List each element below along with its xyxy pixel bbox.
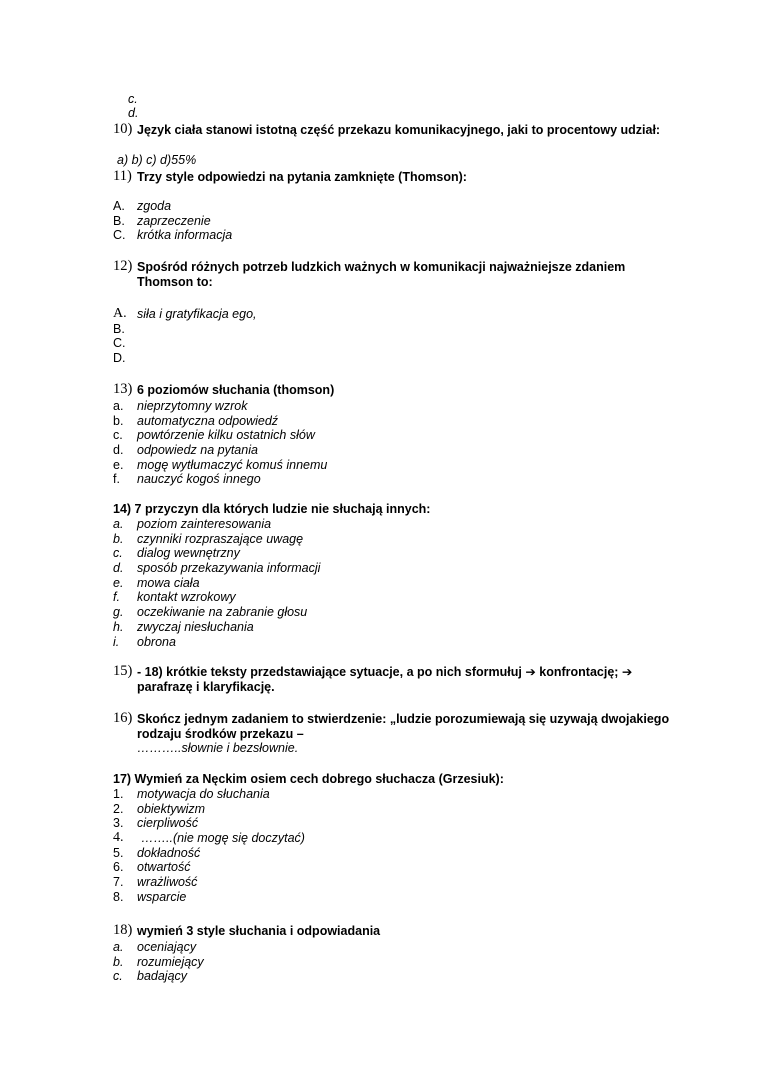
question-18	[113, 924, 673, 939]
list-item-text: dokładność	[137, 845, 201, 860]
list-marker: D.	[113, 351, 126, 366]
question-text: - 18) krótkie teksty przedstawiające sytuacje, a po nich sformułuj ➔ konfrontację; ➔ parafrazę i klaryfikację.	[137, 665, 633, 694]
list-item-text: mowa ciała	[137, 575, 200, 590]
list-item-text: czynniki rozpraszające uwagę	[137, 531, 304, 546]
list-item	[113, 517, 673, 532]
list-item-text: rozumiejący	[137, 954, 204, 969]
list-item	[113, 399, 673, 414]
list-item	[113, 620, 673, 635]
list-item-text: cierpliwość	[137, 816, 199, 831]
list-marker: A.	[113, 199, 125, 213]
list-marker: B.	[113, 213, 125, 228]
list-marker: 2.	[113, 801, 124, 816]
list-marker: a.	[113, 940, 124, 954]
list-item	[113, 414, 673, 429]
list-marker: 1.	[113, 787, 124, 801]
question-text: Język ciała stanowi istotną część przekazu komunikacyjnego, jaki to procentowy udział:	[137, 123, 661, 137]
list-item-text: zwyczaj niesłuchania	[137, 619, 254, 634]
list-item	[113, 546, 673, 561]
list-item	[113, 816, 673, 831]
list-item	[113, 336, 673, 351]
list-item-text: krótka informacja	[137, 228, 233, 243]
list-item	[113, 860, 673, 875]
list-marker: c.	[113, 546, 123, 561]
list-item-text: nieprzytomny wzrok	[137, 399, 248, 413]
question-number: 13)	[113, 381, 133, 397]
list-marker: 7.	[113, 875, 124, 890]
answer-list	[113, 940, 673, 984]
question-number: 10)	[113, 121, 133, 137]
list-marker: 8.	[113, 889, 124, 904]
question-text: Trzy style odpowiedzi na pytania zamknięte (Thomson):	[137, 170, 467, 184]
question-12	[113, 260, 673, 289]
question-text: Spośród różnych potrzeb ludzkich ważnych w komunikacji najważniejsze zdaniem Thomson to:	[137, 260, 626, 289]
list-item-text: ……..(nie mogę się doczytać)	[141, 831, 305, 846]
list-item-text: automatyczna odpowiedź	[137, 413, 279, 428]
list-marker: b.	[113, 954, 124, 969]
question-10	[113, 123, 673, 138]
list-marker: 4.	[113, 830, 124, 846]
list-marker: B.	[113, 321, 125, 336]
list-item-text: motywacja do słuchania	[137, 787, 270, 801]
list-item	[113, 322, 673, 337]
list-item-text: nauczyć kogoś innego	[137, 472, 261, 487]
list-item-text: zaprzeczenie	[137, 213, 211, 228]
answer-list	[113, 307, 673, 366]
list-item	[113, 605, 673, 620]
list-item	[113, 635, 673, 650]
question-text: Skończ jednym zadaniem to stwierdzenie: „ludzie porozumiewają się uzywają dwojakiego rodzaju środków przekazu –	[137, 712, 670, 741]
list-marker: c.	[128, 92, 138, 106]
question-text: 6 poziomów słuchania (thomson)	[137, 383, 335, 397]
list-marker: C.	[113, 336, 126, 351]
list-marker: 3.	[113, 816, 124, 831]
answer-list	[113, 517, 673, 649]
list-item	[113, 532, 673, 547]
list-item-text: oczekiwanie na zabranie głosu	[137, 605, 308, 620]
list-item	[113, 846, 673, 861]
list-item-text: sposób przekazywania informacji	[137, 561, 321, 576]
question-17-heading: 17) Wymień za Nęckim osiem cech dobrego słuchacza (Grzesiuk):	[113, 772, 504, 786]
list-marker: d.	[113, 561, 124, 576]
list-marker: A.	[113, 306, 127, 321]
list-marker: b.	[113, 531, 124, 546]
question-number: 16)	[113, 710, 133, 726]
question-11	[113, 170, 673, 185]
list-item-text: siła i gratyfikacja ego,	[137, 307, 257, 321]
answer-line: a) b) c) d)55%	[117, 153, 197, 167]
question-number: 15)	[113, 663, 133, 679]
question-number: 18)	[113, 922, 133, 938]
list-marker: 6.	[113, 860, 124, 875]
answer-list	[113, 199, 673, 243]
list-item	[113, 875, 673, 890]
question-number: 12)	[113, 258, 133, 274]
list-item	[113, 831, 673, 846]
list-marker: 5.	[113, 845, 124, 860]
answer-list	[113, 787, 673, 905]
list-item-text: wsparcie	[137, 889, 187, 904]
list-marker: h.	[113, 619, 124, 634]
list-marker: d.	[113, 443, 124, 458]
list-marker: d.	[128, 106, 139, 120]
list-item	[113, 443, 673, 458]
question-15	[113, 665, 673, 694]
question-16	[113, 712, 673, 756]
question-text: wymień 3 style słuchania i odpowiadania	[137, 924, 381, 938]
list-item	[113, 199, 673, 214]
list-item	[113, 458, 673, 473]
list-item	[113, 576, 673, 591]
list-item	[113, 307, 673, 322]
list-item	[113, 214, 673, 229]
list-marker: c.	[113, 969, 123, 984]
list-item-text: mogę wytłumaczyć komuś innemu	[137, 457, 328, 472]
list-item	[113, 472, 673, 487]
list-marker: g.	[113, 605, 124, 620]
list-item	[113, 428, 673, 443]
list-item	[113, 890, 673, 905]
list-marker: e.	[113, 575, 124, 590]
list-item-text: odpowiedz na pytania	[137, 443, 258, 458]
answer-text: ………..słownie i bezsłownie.	[137, 741, 299, 756]
list-marker: c.	[113, 428, 123, 443]
list-item-text: wrażliwość	[137, 875, 198, 890]
list-item-text: badający	[137, 969, 188, 984]
list-marker: C.	[113, 228, 126, 243]
list-marker: i.	[113, 634, 120, 649]
list-item	[113, 969, 673, 984]
list-marker: b.	[113, 413, 124, 428]
list-item-text: dialog wewnętrzny	[137, 546, 240, 561]
list-item	[113, 940, 673, 955]
list-item	[113, 955, 673, 970]
list-item-text: obiektywizm	[137, 801, 206, 816]
list-marker: e.	[113, 457, 124, 472]
question-number: 11)	[113, 168, 132, 184]
list-marker: a.	[113, 517, 124, 531]
list-item-text: powtórzenie kilku ostatnich słów	[137, 428, 315, 443]
list-item-text: poziom zainteresowania	[137, 517, 272, 531]
answer-list	[113, 399, 673, 487]
list-item	[113, 351, 673, 366]
list-item	[113, 228, 673, 243]
list-item-text: obrona	[137, 634, 176, 649]
list-item-text: zgoda	[137, 199, 172, 213]
list-marker: f.	[113, 472, 120, 487]
question-13	[113, 383, 673, 398]
list-item-text: otwartość	[137, 860, 191, 875]
list-item	[113, 590, 673, 605]
list-item	[113, 802, 673, 817]
question-14-heading: 14) 7 przyczyn dla których ludzie nie słuchają innych:	[113, 502, 431, 516]
list-item-text: oceniający	[137, 940, 197, 954]
list-item-text: kontakt wzrokowy	[137, 590, 236, 605]
list-marker: a.	[113, 399, 124, 413]
list-marker: f.	[113, 590, 120, 605]
list-item	[113, 561, 673, 576]
list-item	[113, 787, 673, 802]
